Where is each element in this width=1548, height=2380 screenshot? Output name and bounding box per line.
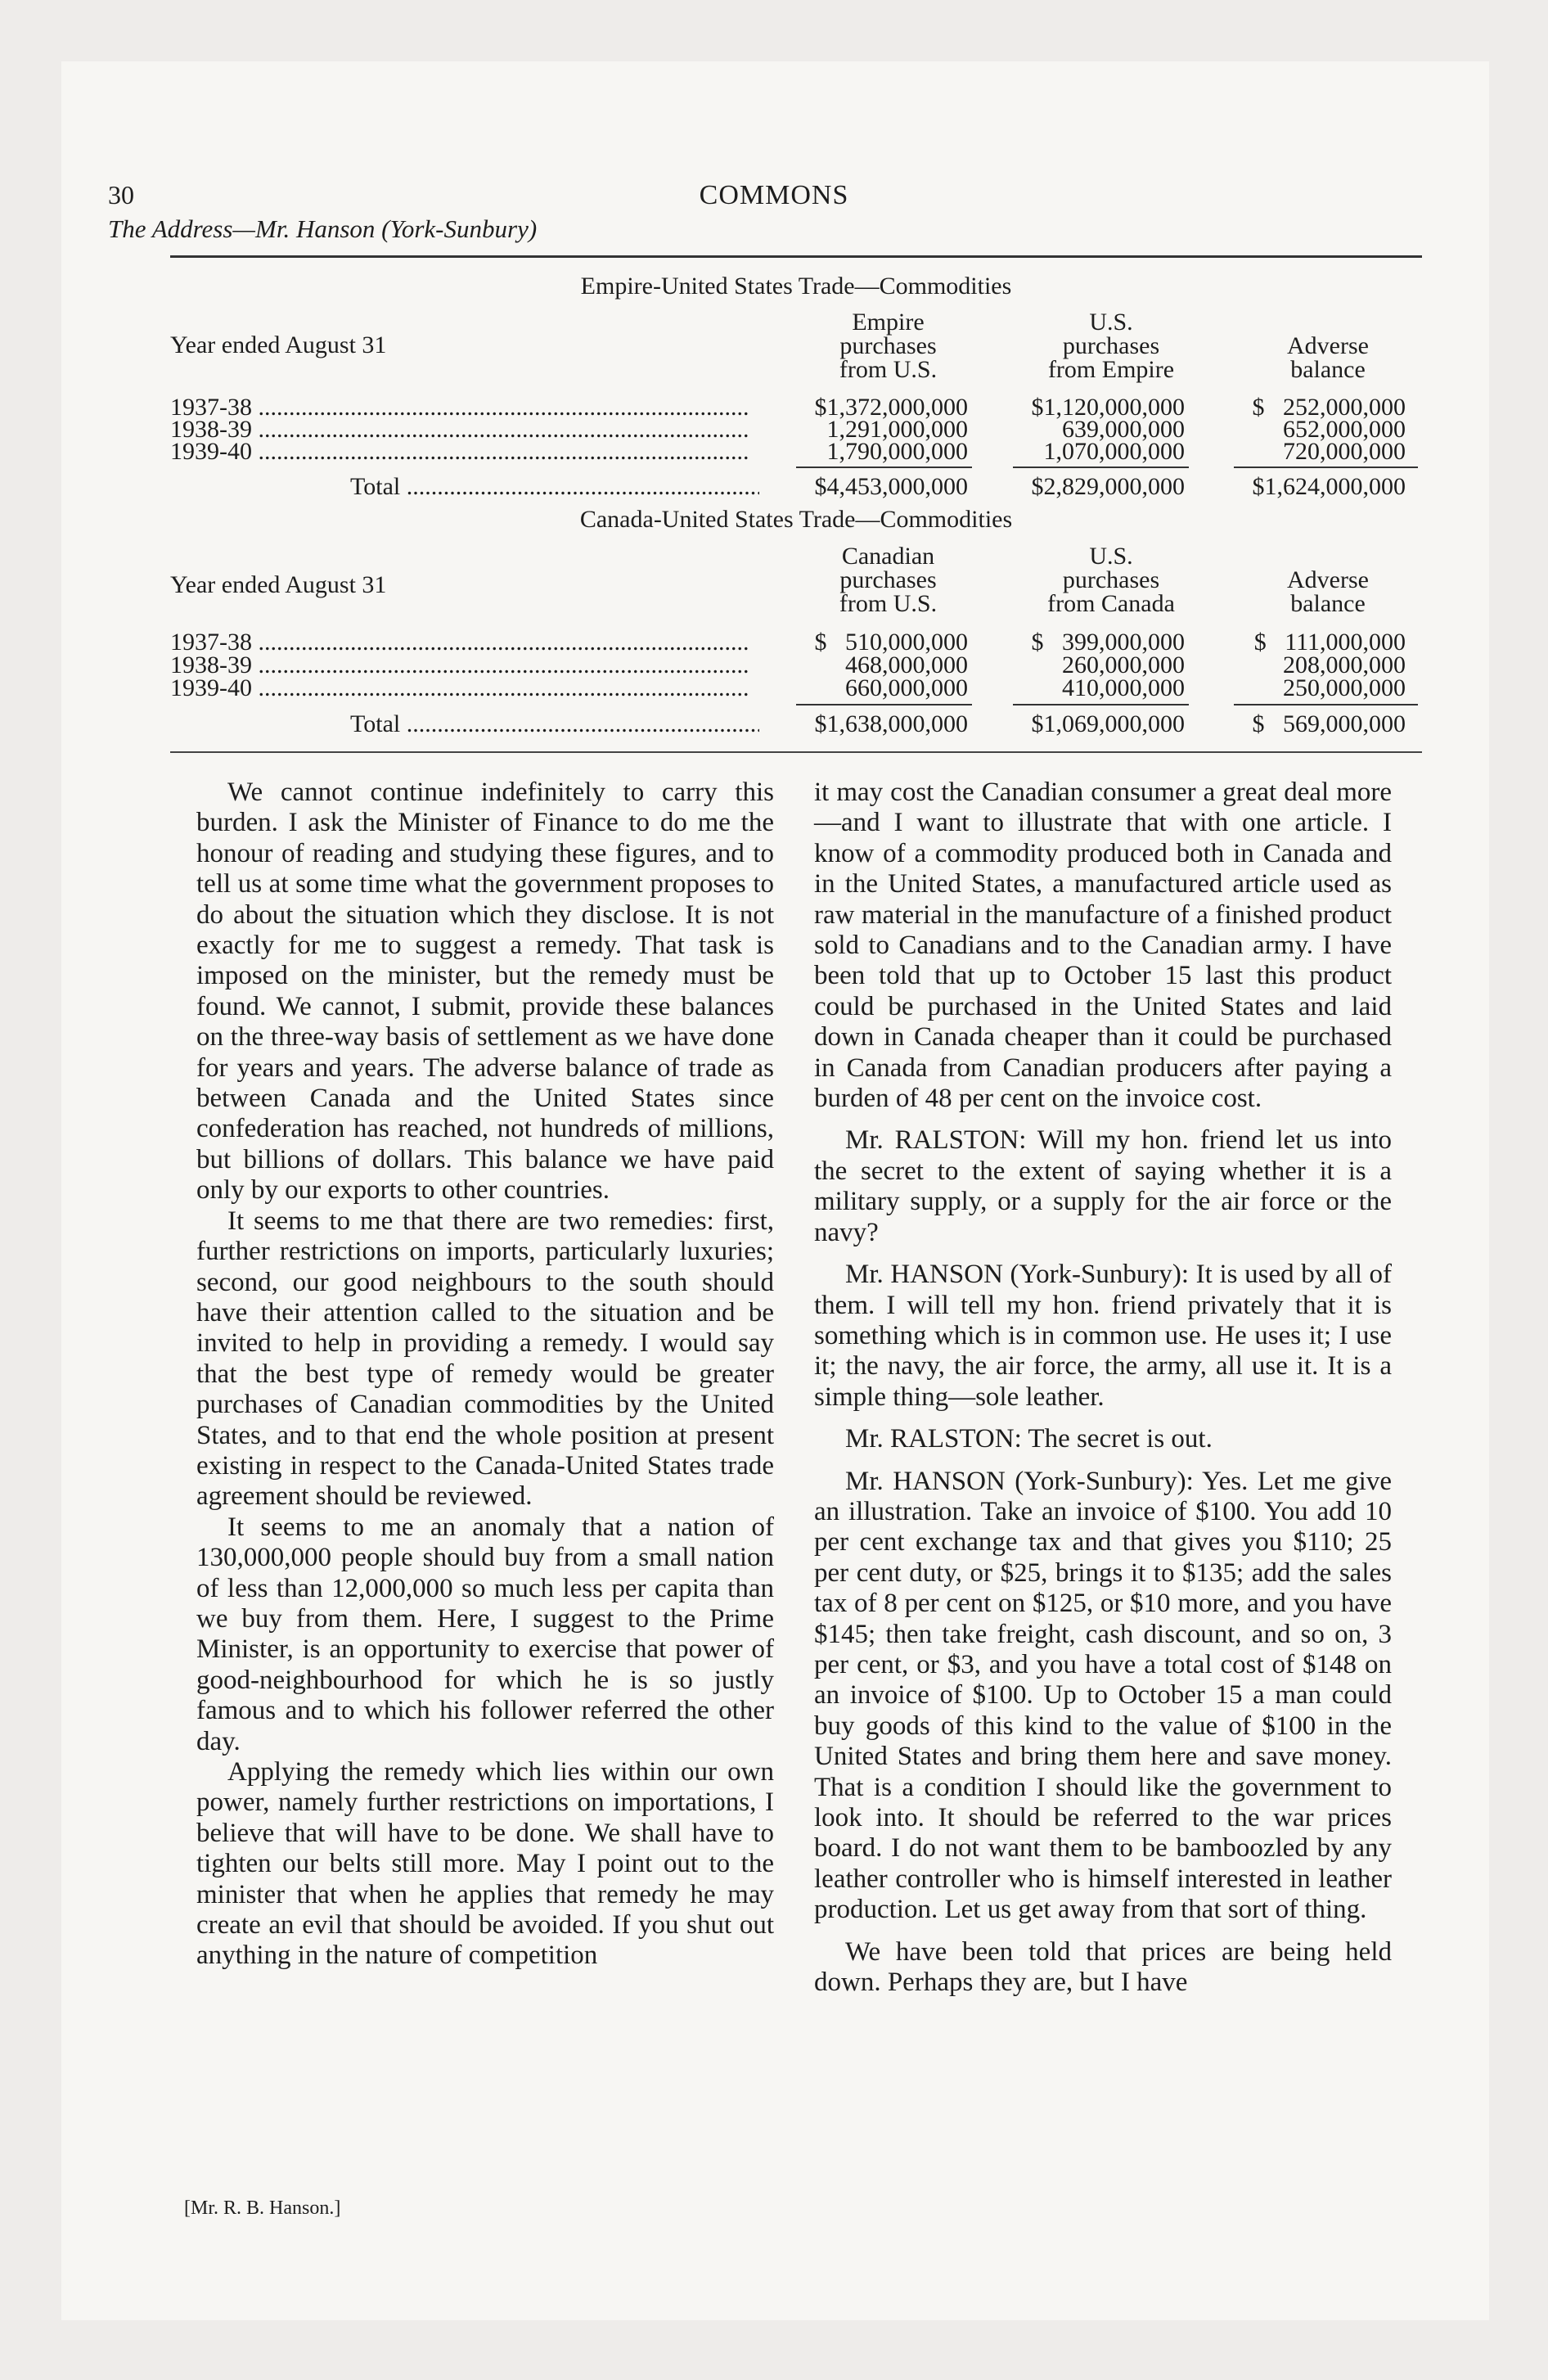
header-rule <box>170 255 1422 258</box>
table-canada <box>170 507 1422 753</box>
page-subtitle: The Address—Mr. Hanson (York-Sunbury) <box>108 214 538 243</box>
paragraph: We cannot continue indefinitely to carry this burden. I ask the Minister of Finance to do me the honour of reading and studying these figures, and to tell us at some time what the government proposes to do about the situation which they disclose. It is not exactly for me to suggest a remedy. That task is imposed on the minister, but the remedy must be found. We cannot, I submit, provide these balances on the three-way basis of settlement as we have done for years and years. The adverse balance of trade as between Canada and the United States since confederation has reached, not hundreds of millions, but billions of dollars. This balance we have paid only by our exports to other countries. <box>196 778 774 1206</box>
paragraph: Mr. HANSON (York-Sunbury): It is used by all of them. I will tell my hon. friend privately that it is something which is in common use. He uses it; I use it; the navy, the air force, the army, all use it. It is a simple thing—sole leather. <box>814 1260 1392 1412</box>
table-title: Empire-United States Trade—Commodities <box>580 273 1012 300</box>
paragraph: It seems to me that there are two remedies: first, further restrictions on imports, particularly luxuries; second, our good neighbours to the south should have their attention called to the situation and be invited to help in providing a remedy. I would say that the best type of remedy would be greater purchases of Canadian commodities by the United States, and to that end the whole position at present existing in respect to the Canada-United States trade agreement should be reviewed. <box>196 1206 774 1512</box>
year-header: Year ended August 31 <box>170 331 387 358</box>
total-underline <box>1234 467 1418 468</box>
table-row: 1938-39 ..... 1,291,000,000 639,000,000 652,000,000 <box>170 417 1422 442</box>
paragraph: We have been told that prices are being held down. Perhaps they are, but I have <box>814 1936 1392 1998</box>
paragraph: it may cost the Canadian consumer a great deal more—and I want to illustrate that with one article. I know of a commodity produced both in Canada and in the United States, a manufactured article used as raw material in the manufacture of a finished product sold to Canadians and to the Canadian army. I have been told that up to October 15 last this product could be purchased in the United States and laid down in Canada cheaper than it could be purchased in Canada from Canadian producers after paying a burden of 48 per cent on the invoice cost. <box>814 778 1392 1114</box>
table-row: 1938-39 ..... 468,000,000 260,000,000 208,000,000 <box>170 653 1422 678</box>
table-bottom-rule <box>170 751 1422 753</box>
table-row: 1937-38 ..... $1,372,000,000 $1,120,000,000 $ 252,000,000 <box>170 395 1422 420</box>
col-header-adverse-balance: Adverse balance <box>1287 332 1369 383</box>
total-underline <box>1013 467 1189 468</box>
table-empire <box>170 274 1422 520</box>
paragraph: Mr. RALSTON: Will my hon. friend let us into the secret to the extent of saying whether it is a military supply, or a supply for the air force or the navy? <box>814 1125 1392 1247</box>
page-number: 30 <box>108 180 134 210</box>
table-total-row: Total ..... $1,638,000,000 $1,069,000,000 $ 569,000,000 <box>170 712 1422 737</box>
speaker-footnote: [Mr. R. B. Hanson.] <box>184 2197 341 2219</box>
page-title: COMMONS <box>699 180 849 210</box>
col-header-canadian-purchases: Canadian purchases from U.S. <box>839 543 938 617</box>
table-row: 1939-40 ..... 1,790,000,000 1,070,000,000 720,000,000 <box>170 439 1422 464</box>
left-text-column <box>196 778 774 1972</box>
right-text-column <box>814 778 1392 1998</box>
col-header-us-purchases: U.S. purchases from Canada <box>1047 543 1175 617</box>
table-total-row: Total ..... $4,453,000,000 $2,829,000,000 $1,624,000,000 <box>170 475 1422 499</box>
paragraph: It seems to me an anomaly that a nation of 130,000,000 people should buy from a small nation of less than 12,000,000 so much less per capita than we buy from them. Here, I suggest to the Prime Minister, is an opportunity to exercise that power of good-neighbourhood for which he is so justly famous and to which his follower referred the other day. <box>196 1512 774 1756</box>
paragraph: Mr. HANSON (York-Sunbury): Yes. Let me give an illustration. Take an invoice of $100. You add 10 per cent exchange tax and that gives you $110; 25 per cent duty, or $25, brings it to $135; add the sales tax of 8 per cent on $125, or $10 more, and you have $145; then take freight, cash discount, and so on, 3 per cent, or $3, and you have a total cost of $148 on an invoice of $100. Up to October 15 a man could buy goods of this kind to the value of $100 in the United States and bring them here and save money. That is a condition I should like the government to look into. It should be referred to the war prices board. I do not want them to be bamboozled by any leather controller who is himself interested in leather production. Let us get away from that sort of thing. <box>814 1466 1392 1925</box>
total-underline <box>796 467 972 468</box>
table-title: Canada-United States Trade—Commodities <box>579 506 1013 533</box>
year-header: Year ended August 31 <box>170 571 387 598</box>
col-header-empire-purchases: Empire purchases from U.S. <box>839 309 938 383</box>
col-header-us-purchases: U.S. purchases from Empire <box>1047 309 1175 383</box>
table-row: 1939-40 ..... 660,000,000 410,000,000 250,000,000 <box>170 676 1422 701</box>
total-underline <box>1013 704 1189 705</box>
total-underline <box>1234 704 1418 705</box>
paragraph: Mr. RALSTON: The secret is out. <box>845 1424 1213 1454</box>
table-row: 1937-38 ..... $ 510,000,000 $ 399,000,000 $ 111,000,000 <box>170 630 1422 655</box>
total-underline <box>796 704 972 705</box>
col-header-adverse-balance: Adverse balance <box>1287 566 1369 617</box>
paragraph: Applying the remedy which lies within our own power, namely further restrictions on importations, I believe that will have to be done. We shall have to tighten our belts still more. May I point out to the minister that when he applies that remedy he may create an evil that should be avoided. If you shut out anything in the nature of competition <box>196 1757 774 1971</box>
